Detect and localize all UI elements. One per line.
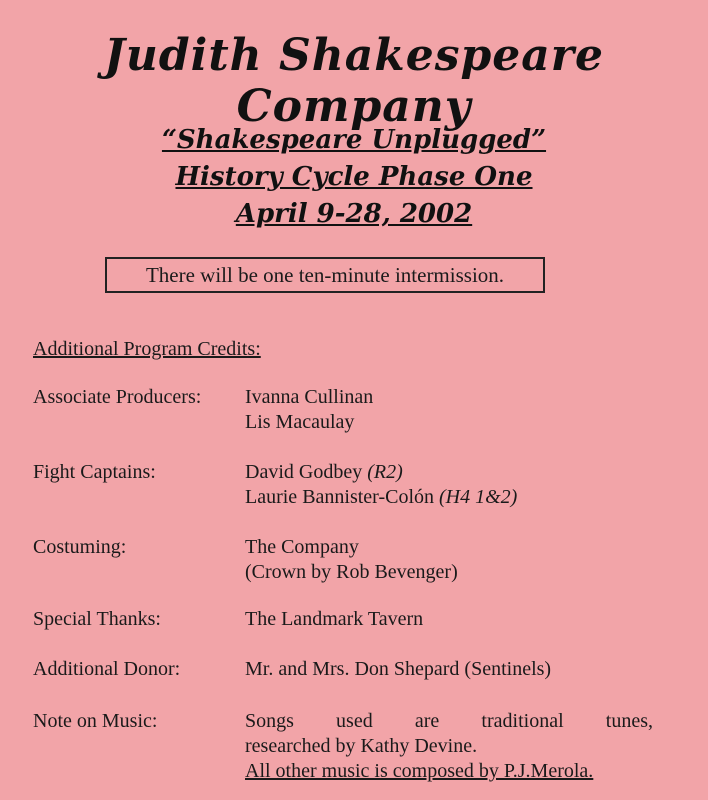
music-note-line: Songs used are traditional tunes,: [245, 710, 653, 732]
company-name: Judith Shakespeare Company: [104, 30, 604, 132]
credit-value: [245, 607, 665, 632]
credit-value: [245, 709, 653, 784]
credit-value: [245, 535, 665, 585]
credit-name: Laurie Bannister-Colón: [245, 486, 434, 508]
credit-label: Note on Music:: [33, 710, 158, 732]
credit-name: Mr. and Mrs. Don Shepard (Sentinels): [245, 658, 552, 680]
credit-label: Costuming:: [33, 536, 127, 558]
show-title: “Shakespeare Unplugged”: [161, 125, 547, 155]
music-note-line: All other music is composed by P.J.Merola.: [245, 760, 594, 782]
credit-label: Fight Captains:: [33, 461, 156, 483]
credit-value: [245, 460, 665, 510]
credit-name-line: [245, 460, 665, 485]
credit-name: David Godbey: [245, 461, 363, 483]
credits-heading: Additional Program Credits:: [33, 338, 261, 360]
intermission-notice: There will be one ten-minute intermission.: [105, 257, 545, 293]
credit-value: [245, 385, 665, 435]
music-note-line: researched by Kathy Devine.: [245, 735, 478, 757]
credit-name: The Landmark Tavern: [245, 608, 424, 630]
credit-name: (Crown by Rob Bevenger): [245, 561, 458, 583]
credit-name: Ivanna Cullinan: [245, 386, 374, 408]
show-subtitle: History Cycle Phase One: [175, 162, 533, 192]
credit-note: (H4 1&2): [439, 486, 518, 508]
credit-label: Associate Producers:: [33, 386, 202, 408]
credit-note: (R2): [367, 461, 403, 483]
show-dates: April 9-28, 2002: [235, 199, 473, 229]
show-title-block: [0, 122, 708, 233]
credit-name: The Company: [245, 536, 359, 558]
credit-name: Lis Macaulay: [245, 411, 355, 433]
credit-label: Special Thanks:: [33, 608, 161, 630]
credit-label: Additional Donor:: [33, 658, 181, 680]
credit-name-line: [245, 485, 665, 510]
credit-value: [245, 657, 665, 682]
